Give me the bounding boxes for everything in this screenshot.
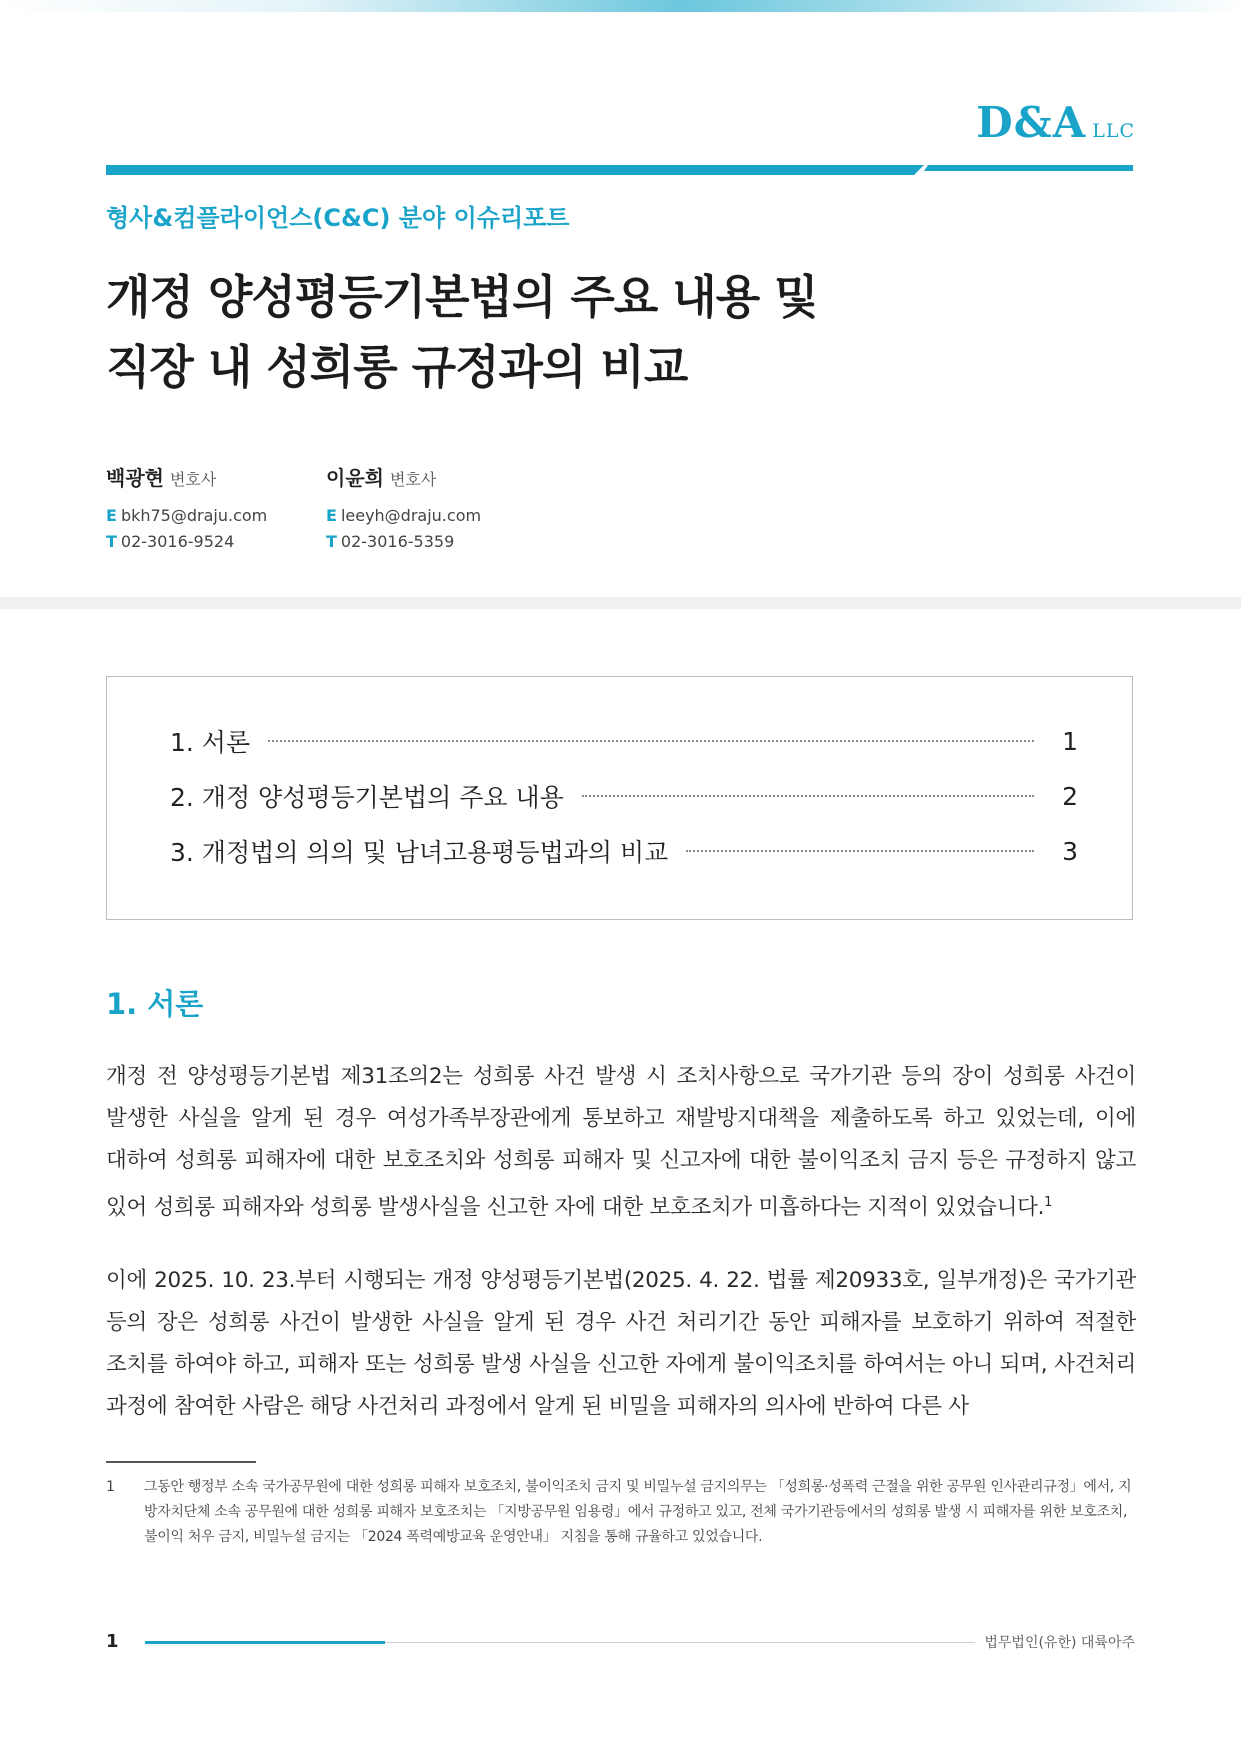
toc-item[interactable] — [170, 833, 1078, 869]
phone-label: T — [106, 532, 117, 551]
title-line-1: 개정 양성평등기본법의 주요 내용 및 — [106, 270, 818, 324]
author-role: 변호사 — [389, 470, 437, 489]
table-of-contents — [106, 676, 1133, 920]
page-number: 1 — [106, 1631, 119, 1652]
author-card — [106, 462, 267, 555]
author-email[interactable]: leeyh@draju.com — [340, 506, 482, 525]
body-paragraph — [106, 1260, 1136, 1428]
author-phone: 02-3016-9524 — [120, 532, 235, 551]
paragraph-text: 이에 2025. 10. 23.부터 시행되는 개정 양성평등기본법(2025. 4. 22. 법률 제20933호, 일부개정)은 국가기관 등의 장은 성희롱 사건이 발생한 사실을 알게 된 경우 사건 처리기간 동안 피해자를 보호하기 위하여 적절한 조치를 하여야 하고, 피해자 또는 성희롱 발생 사실을 신고한 자에게 불이익조치를 하여서는 아니 되며, 사건처리 과정에 참여한 사람은 해당 사건처리 과정에서 알게 된 비밀을 피해자의 의사에 반하여 다른 사 — [106, 1268, 1136, 1419]
footnote-ref[interactable]: 1 — [1044, 1195, 1053, 1210]
author-role: 변호사 — [169, 470, 217, 489]
header-rule — [106, 160, 1136, 176]
toc-item[interactable] — [170, 723, 1078, 759]
footer-line — [385, 1642, 975, 1643]
toc-label: 3. 개정법의 의의 및 남녀고용평등법과의 비교 — [170, 838, 669, 867]
footer-accent-line — [145, 1641, 385, 1644]
title-line-2: 직장 내 성희롱 규정과의 비교 — [106, 340, 688, 394]
toc-leader-dots — [268, 740, 1034, 742]
toc-leader-dots — [686, 850, 1034, 852]
toc-label: 1. 서론 — [170, 728, 251, 757]
author-card — [326, 462, 481, 555]
logo-main: D&A — [976, 98, 1087, 147]
footnote-number: 1 — [106, 1479, 115, 1495]
author-name: 이윤희 — [326, 466, 384, 490]
phone-label: T — [326, 532, 337, 551]
section-heading: 1. 서론 — [106, 987, 204, 1021]
author-email[interactable]: bkh75@draju.com — [120, 506, 268, 525]
author-name: 백광현 — [106, 466, 164, 490]
body-paragraph — [106, 1056, 1136, 1229]
toc-page-number: 3 — [1062, 836, 1078, 866]
author-phone: 02-3016-5359 — [340, 532, 455, 551]
paragraph-text: 개정 전 양성평등기본법 제31조의2는 성희롱 사건 발생 시 조치사항으로 국가기관 등의 장이 성희롱 사건이 발생한 사실을 알게 된 경우 여성가족부장관에게 통보하고 재발방지대책을 제출하도록 하고 있었는데, 이에 대하여 성희롱 피해자에 대한 보호조치와 성희롱 피해자 및 신고자에 대한 불이익조치 금지 등은 규정하지 않고 있어 성희롱 피해자와 성희롱 발생사실을 신고한 자에 대한 보호조치가 미흡하다는 지적이 있었습니다. — [106, 1064, 1136, 1221]
section-divider-band — [0, 597, 1241, 609]
toc-page-number: 1 — [1062, 726, 1078, 756]
toc-leader-dots — [582, 795, 1034, 797]
footer-firm-name: 법무법인(유한) 대륙아주 — [984, 1635, 1135, 1651]
report-category: 형사&컴플라이언스(C&C) 분야 이슈리포트 — [106, 204, 570, 232]
email-label: E — [326, 506, 337, 525]
toc-label: 2. 개정 양성평등기본법의 주요 내용 — [170, 783, 564, 812]
toc-page-number: 2 — [1062, 781, 1078, 811]
email-label: E — [106, 506, 117, 525]
firm-logo — [976, 98, 1135, 147]
footnote-text: 그동안 행정부 소속 국가공무원에 대한 성희롱 피해자 보호조치, 불이익조치 금지 및 비밀누설 금지의무는 「성희롱·성폭력 근절을 위한 공무원 인사관리규정」에서, 지방자치단체 소속 공무원에 대한 성희롱 피해자 보호조치는 「지방공무원 임용령」에서 규정하고 있고, 전체 국가기관등에서의 성희롱 발생 시 피해자를 위한 보호조치, 불이익 처우 금지, 비밀누설 금지는 「2024 폭력예방교육 운영안내」 지침을 통해 규율하고 있었습니다. — [144, 1479, 1132, 1545]
footnote-separator — [106, 1461, 256, 1463]
top-gradient-bar — [0, 0, 1241, 12]
page-title — [106, 262, 818, 402]
toc-item[interactable] — [170, 778, 1078, 814]
footnote — [106, 1475, 1136, 1550]
author-contact — [106, 503, 267, 555]
logo-suffix: LLC — [1092, 120, 1135, 142]
author-contact — [326, 503, 481, 555]
